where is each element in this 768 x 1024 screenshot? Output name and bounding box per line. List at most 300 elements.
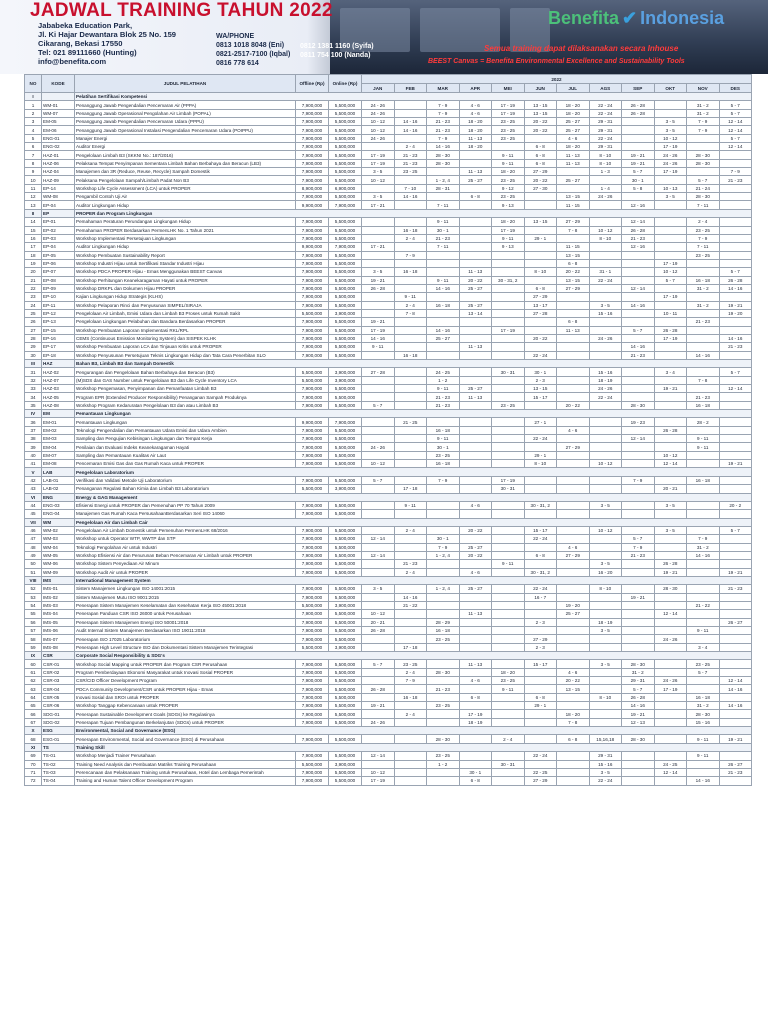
schedule-date: 7 - 9 xyxy=(687,535,720,543)
schedule-date: 11 - 13 xyxy=(459,343,492,351)
course-code: WM-07 xyxy=(42,109,75,117)
schedule-date: 21 - 23 xyxy=(622,351,655,359)
schedule-date: 14 - 16 xyxy=(687,551,720,559)
schedule-date: 31 - 2 xyxy=(687,543,720,551)
online-price: 5,500,000 xyxy=(329,326,362,334)
month-header: DES xyxy=(719,84,752,93)
schedule-date xyxy=(719,443,752,451)
schedule-date: 8 - 10 xyxy=(524,460,557,468)
schedule-date: 23 - 25 xyxy=(687,226,720,234)
schedule-date: 7 - 9 xyxy=(687,126,720,134)
schedule-date: 9 - 11 xyxy=(427,218,460,226)
schedule-date: 5 - 7 xyxy=(622,685,655,693)
schedule-date: 5 - 7 xyxy=(719,101,752,109)
course-code: IMS-06 xyxy=(42,627,75,635)
schedule-date xyxy=(589,418,622,426)
schedule-date: 28 - 30 xyxy=(687,193,720,201)
online-price: 6,900,000 xyxy=(329,184,362,192)
course-title: Training and Human Talent Officer Development Program xyxy=(75,777,296,785)
section-code: IMS xyxy=(42,576,75,584)
schedule-date: 17 - 19 xyxy=(362,326,395,334)
schedule-date xyxy=(427,193,460,201)
schedule-date: 30 - 31 xyxy=(492,368,525,376)
course-title: Workshop Social Mapping untuk PROPER dan Program CSR Perusahaan xyxy=(75,660,296,668)
schedule-date: 27 - 29 xyxy=(557,218,590,226)
schedule-date: 8 - 10 xyxy=(589,693,622,701)
online-price: 5,500,000 xyxy=(329,668,362,676)
schedule-date: 22 - 24 xyxy=(524,535,557,543)
schedule-date: 9 - 11 xyxy=(362,343,395,351)
course-title: Workshop untuk Operator WTP, WWTP dan STP xyxy=(75,535,296,543)
schedule-date: 23 - 25 xyxy=(492,401,525,409)
schedule-date: 14 - 16 xyxy=(394,126,427,134)
schedule-date: 20 - 22 xyxy=(524,126,557,134)
schedule-date: 18 - 20 xyxy=(459,143,492,151)
schedule-date: 7 - 9 xyxy=(427,476,460,484)
offline-price: 7,900,000 xyxy=(296,668,329,676)
schedule-date: 21 - 23 xyxy=(394,159,427,167)
offline-price: 7,900,000 xyxy=(296,585,329,593)
schedule-date: 18 - 20 xyxy=(557,143,590,151)
online-price: 5,500,000 xyxy=(329,526,362,534)
schedule-date: 20 - 2 xyxy=(719,501,752,509)
schedule-date: 15 - 16 xyxy=(589,760,622,768)
schedule-date: 7 - 9 xyxy=(427,134,460,142)
online-price: 5,500,000 xyxy=(329,510,362,518)
schedule-date xyxy=(459,460,492,468)
month-header: JUN xyxy=(524,84,557,93)
schedule-date xyxy=(492,301,525,309)
schedule-date: 31 - 2 xyxy=(687,301,720,309)
course-title: Pelaksana Tempat Penyimpanan Sementara Limbah Bahan Berbahaya dan Beracun (LB3) xyxy=(75,159,296,167)
schedule-date: 20 - 22 xyxy=(524,118,557,126)
month-header: MAR xyxy=(427,84,460,93)
schedule-date xyxy=(719,193,752,201)
schedule-date xyxy=(622,460,655,468)
online-price: 5,500,000 xyxy=(329,276,362,284)
row-number: 49 xyxy=(25,551,42,559)
schedule-date xyxy=(524,226,557,234)
schedule-date xyxy=(492,635,525,643)
schedule-date xyxy=(524,201,557,209)
schedule-date xyxy=(719,259,752,267)
schedule-date xyxy=(492,643,525,651)
schedule-date: 23 - 25 xyxy=(492,176,525,184)
section-title: Bahan B3, Limbah B3 dan Sampah Domestik xyxy=(75,360,752,368)
schedule-date xyxy=(687,326,720,334)
schedule-date: 10 - 12 xyxy=(589,460,622,468)
schedule-date xyxy=(687,685,720,693)
schedule-date: 9 - 11 xyxy=(427,435,460,443)
table-row xyxy=(25,501,752,509)
offline-price: 7,900,000 xyxy=(296,393,329,401)
row-number: 9 xyxy=(25,168,42,176)
schedule-date xyxy=(557,560,590,568)
schedule-date: 5 - 7 xyxy=(687,176,720,184)
online-price: 5,500,000 xyxy=(329,284,362,292)
month-header: NOV xyxy=(687,84,720,93)
schedule-date xyxy=(719,401,752,409)
schedule-date: 22 - 24 xyxy=(589,134,622,142)
offline-price: 7,900,000 xyxy=(296,710,329,718)
course-title: Kajian Lingkungan Hidup Strategis (KLHS) xyxy=(75,293,296,301)
course-code: CSR-04 xyxy=(42,685,75,693)
schedule-date xyxy=(719,251,752,259)
schedule-date xyxy=(492,385,525,393)
offline-price: 7,900,000 xyxy=(296,501,329,509)
schedule-date xyxy=(394,109,427,117)
schedule-date xyxy=(492,443,525,451)
section-code xyxy=(42,93,75,101)
schedule-date xyxy=(427,343,460,351)
course-title: Workshop Pembuatan Laporan Implementasi RKL/RPL xyxy=(75,326,296,334)
offline-price: 7,900,000 xyxy=(296,543,329,551)
schedule-date xyxy=(622,560,655,568)
row-number: 8 xyxy=(25,159,42,167)
schedule-date xyxy=(622,318,655,326)
schedule-date: 1 - 2 xyxy=(427,760,460,768)
schedule-date xyxy=(557,334,590,342)
schedule-date: 11 - 13 xyxy=(459,268,492,276)
course-title: Workshop Penyusunan Persetujuan Teknis Lingkungan Hidup dan Tata Cara Penerbitan SLO xyxy=(75,351,296,359)
schedule-date: 9 - 11 xyxy=(427,276,460,284)
schedule-date xyxy=(459,318,492,326)
schedule-date: 21 - 23 xyxy=(622,551,655,559)
schedule-date: 23 - 25 xyxy=(492,193,525,201)
course-code: EP-11 xyxy=(42,301,75,309)
schedule-date xyxy=(362,601,395,609)
table-row xyxy=(25,643,752,651)
online-price: 5,500,000 xyxy=(329,268,362,276)
schedule-date: 7 - 9 xyxy=(622,543,655,551)
section-row xyxy=(25,493,752,501)
row-number: 26 xyxy=(25,318,42,326)
schedule-date xyxy=(362,635,395,643)
schedule-date: 3 - 4 xyxy=(654,368,687,376)
schedule-date: 11 - 13 xyxy=(557,151,590,159)
schedule-date xyxy=(719,201,752,209)
schedule-date xyxy=(589,443,622,451)
schedule-date: 5 - 7 xyxy=(719,134,752,142)
online-price: 5,500,000 xyxy=(329,426,362,434)
schedule-date: 21 - 23 xyxy=(622,234,655,242)
section-no: IV xyxy=(25,410,42,418)
schedule-date: 17 - 19 xyxy=(492,326,525,334)
schedule-date: 10 - 11 xyxy=(654,309,687,317)
schedule-date: 5 - 7 xyxy=(687,668,720,676)
schedule-date: 18 - 19 xyxy=(589,376,622,384)
schedule-date xyxy=(524,276,557,284)
schedule-date: 21 - 23 xyxy=(687,393,720,401)
schedule-date xyxy=(459,668,492,676)
schedule-date: 7 - 9 xyxy=(622,476,655,484)
schedule-date: 6 - 8 xyxy=(524,143,557,151)
schedule-date xyxy=(459,184,492,192)
section-no: VII xyxy=(25,518,42,526)
schedule-date: 4 - 6 xyxy=(459,501,492,509)
schedule-date xyxy=(427,309,460,317)
schedule-date xyxy=(654,660,687,668)
online-price: 5,500,000 xyxy=(329,234,362,242)
logo-text-2: Indonesia xyxy=(640,8,725,28)
schedule-date xyxy=(524,476,557,484)
offline-price: 7,900,000 xyxy=(296,101,329,109)
row-number: 53 xyxy=(25,593,42,601)
schedule-date xyxy=(589,451,622,459)
table-row xyxy=(25,526,752,534)
course-code: CSR-06 xyxy=(42,702,75,710)
schedule-date: 2 - 4 xyxy=(394,710,427,718)
schedule-date xyxy=(524,134,557,142)
schedule-date: 7 - 11 xyxy=(427,243,460,251)
table-row xyxy=(25,309,752,317)
schedule-date xyxy=(654,601,687,609)
schedule-date: 13 - 15 xyxy=(557,685,590,693)
course-code: EP-18 xyxy=(42,351,75,359)
table-row xyxy=(25,176,752,184)
offline-price: 7,900,000 xyxy=(296,301,329,309)
company-address xyxy=(38,21,176,66)
schedule-date xyxy=(557,234,590,242)
course-code: EP-17 xyxy=(42,343,75,351)
row-number: 27 xyxy=(25,326,42,334)
offline-price: 9,900,000 xyxy=(296,243,329,251)
schedule-date xyxy=(622,777,655,785)
course-code: WM-02 xyxy=(42,526,75,534)
schedule-date: 5 - 7 xyxy=(654,276,687,284)
schedule-date: 26 - 28 xyxy=(654,560,687,568)
schedule-date: 11 - 13 xyxy=(557,159,590,167)
schedule-date xyxy=(362,376,395,384)
online-price: 5,500,000 xyxy=(329,101,362,109)
course-code: HAZ-05 xyxy=(42,393,75,401)
schedule-date xyxy=(687,760,720,768)
schedule-date xyxy=(427,777,460,785)
offline-price: 7,900,000 xyxy=(296,351,329,359)
email-link[interactable]: info@benefita.com xyxy=(38,57,107,66)
schedule-date xyxy=(654,234,687,242)
schedule-date: 27 - 28 xyxy=(524,309,557,317)
schedule-date: 16 - 18 xyxy=(394,226,427,234)
schedule-date: 21 - 23 xyxy=(719,343,752,351)
online-price: 5,500,000 xyxy=(329,635,362,643)
table-row xyxy=(25,301,752,309)
schedule-date xyxy=(427,710,460,718)
address-line: Tel: 021 89111660 (Hunting) xyxy=(38,48,137,57)
schedule-date xyxy=(687,526,720,534)
schedule-date xyxy=(459,326,492,334)
schedule-date xyxy=(654,401,687,409)
online-price: 5,500,000 xyxy=(329,151,362,159)
schedule-date: 14 - 16 xyxy=(427,284,460,292)
schedule-date xyxy=(589,176,622,184)
table-row xyxy=(25,685,752,693)
course-title: Teknologi Pengolahan Air untuk Industri xyxy=(75,543,296,551)
schedule-date xyxy=(719,510,752,518)
course-title: CSR/CID Officer Development Program xyxy=(75,677,296,685)
schedule-date xyxy=(459,351,492,359)
schedule-date xyxy=(459,685,492,693)
schedule-date xyxy=(492,568,525,576)
course-code: EP-04 xyxy=(42,201,75,209)
schedule-date: 12 - 14 xyxy=(622,435,655,443)
schedule-date xyxy=(524,560,557,568)
schedule-date xyxy=(719,318,752,326)
schedule-date xyxy=(459,368,492,376)
schedule-date xyxy=(459,643,492,651)
offline-price: 5,500,000 xyxy=(296,643,329,651)
schedule-date xyxy=(492,451,525,459)
course-title: Penilaian dan Evaluasi Indeks Keanekaragaman Hayati xyxy=(75,443,296,451)
schedule-date xyxy=(459,760,492,768)
table-row xyxy=(25,435,752,443)
offline-price: 7,900,000 xyxy=(296,560,329,568)
schedule-date xyxy=(492,501,525,509)
schedule-date xyxy=(459,451,492,459)
course-code: HAZ-06 xyxy=(42,159,75,167)
schedule-date xyxy=(622,376,655,384)
schedule-date xyxy=(427,593,460,601)
schedule-date: 10 - 12 xyxy=(654,268,687,276)
course-code: SDG-02 xyxy=(42,718,75,726)
schedule-date: 14 - 16 xyxy=(687,351,720,359)
section-no: IX xyxy=(25,652,42,660)
schedule-date xyxy=(557,476,590,484)
table-row xyxy=(25,535,752,543)
course-title: Manajemen dan 3R (Reduce, Reuse, Recycle) Sampah Domestik xyxy=(75,168,296,176)
schedule-date xyxy=(557,768,590,776)
schedule-date: 13 - 15 xyxy=(557,251,590,259)
row-number: 48 xyxy=(25,543,42,551)
course-code: IMS-08 xyxy=(42,643,75,651)
wa-title: WA/PHONE xyxy=(216,33,255,40)
schedule-date xyxy=(427,643,460,651)
course-code: CSR-01 xyxy=(42,660,75,668)
offline-price: 7,900,000 xyxy=(296,385,329,393)
schedule-date xyxy=(427,293,460,301)
schedule-date xyxy=(459,593,492,601)
schedule-date xyxy=(719,418,752,426)
schedule-date: 28 - 30 xyxy=(622,735,655,743)
schedule-date: 9 - 12 xyxy=(492,184,525,192)
row-number: 40 xyxy=(25,451,42,459)
section-row xyxy=(25,93,752,101)
schedule-date: 8 - 10 xyxy=(589,234,622,242)
schedule-date: 17 - 19 xyxy=(654,168,687,176)
schedule-date xyxy=(394,284,427,292)
row-number: 43 xyxy=(25,485,42,493)
schedule-date: 27 - 29 xyxy=(557,443,590,451)
row-number: 46 xyxy=(25,526,42,534)
table-row xyxy=(25,293,752,301)
online-price: 5,500,000 xyxy=(329,443,362,451)
course-title: Manajemen Gas Rumah Kaca PersusahaanBerdasarkan Seri ISO 14060 xyxy=(75,510,296,518)
schedule-date xyxy=(492,601,525,609)
table-row xyxy=(25,393,752,401)
online-price: 5,500,000 xyxy=(329,318,362,326)
offline-price: 7,900,000 xyxy=(296,284,329,292)
offline-price: 7,900,000 xyxy=(296,476,329,484)
header-judul: JUDUL PELATIHAN xyxy=(75,75,296,93)
online-price: 5,500,000 xyxy=(329,168,362,176)
schedule-date: 2 - 4 xyxy=(687,218,720,226)
schedule-date: 24 - 26 xyxy=(362,101,395,109)
schedule-date: 19 - 21 xyxy=(362,318,395,326)
schedule-date xyxy=(687,309,720,317)
schedule-date xyxy=(654,668,687,676)
table-row xyxy=(25,118,752,126)
schedule-date: 28 - 30 xyxy=(427,159,460,167)
schedule-date: 3 - 5 xyxy=(362,268,395,276)
schedule-date: 27 - 29 xyxy=(524,635,557,643)
schedule-date xyxy=(654,718,687,726)
schedule-date xyxy=(557,435,590,443)
online-price: 3,900,000 xyxy=(329,368,362,376)
online-price: 5,500,000 xyxy=(329,560,362,568)
schedule-date: 2 - 3 xyxy=(524,643,557,651)
table-row xyxy=(25,234,752,242)
schedule-date: 16 - 7 xyxy=(524,593,557,601)
schedule-date xyxy=(492,259,525,267)
course-code: WM-04 xyxy=(42,543,75,551)
schedule-date xyxy=(719,635,752,643)
offline-price: 7,900,000 xyxy=(296,618,329,626)
schedule-date: 3 - 5 xyxy=(654,501,687,509)
schedule-date xyxy=(459,293,492,301)
schedule-date: 28 - 30 xyxy=(622,660,655,668)
schedule-date xyxy=(589,510,622,518)
schedule-date xyxy=(362,234,395,242)
schedule-date xyxy=(589,668,622,676)
row-number: 33 xyxy=(25,385,42,393)
online-price: 5,500,000 xyxy=(329,543,362,551)
schedule-date: 14 - 16 xyxy=(622,702,655,710)
row-number: 56 xyxy=(25,618,42,626)
schedule-date: 30 - 1 xyxy=(427,226,460,234)
schedule-date: 10 - 12 xyxy=(654,451,687,459)
schedule-date xyxy=(394,368,427,376)
course-title: Teknologi Pengendalian dan Pemantauan Udara Emisi dan Udara Ambien xyxy=(75,426,296,434)
month-header: JUL xyxy=(557,84,590,93)
schedule-date: 6 - 8 xyxy=(524,284,557,292)
schedule-date: 22 - 25 xyxy=(524,768,557,776)
schedule-date xyxy=(719,593,752,601)
schedule-date: 10 - 12 xyxy=(589,526,622,534)
schedule-date xyxy=(687,451,720,459)
schedule-date xyxy=(589,718,622,726)
course-code: HAZ-09 xyxy=(42,176,75,184)
schedule-date xyxy=(492,702,525,710)
schedule-date: 28 - 30 xyxy=(622,401,655,409)
schedule-date: 22 - 24 xyxy=(589,276,622,284)
schedule-date xyxy=(654,618,687,626)
schedule-date xyxy=(427,526,460,534)
schedule-date: 31 - 2 xyxy=(687,101,720,109)
offline-price: 7,900,000 xyxy=(296,752,329,760)
schedule-date: 4 - 6 xyxy=(459,101,492,109)
schedule-date: 28 - 30 xyxy=(427,668,460,676)
schedule-date xyxy=(492,251,525,259)
row-number: 14 xyxy=(25,218,42,226)
schedule-date: 14 - 16 xyxy=(362,334,395,342)
online-price: 5,500,000 xyxy=(329,393,362,401)
schedule-date: 7 - 8 xyxy=(557,718,590,726)
online-price: 5,500,000 xyxy=(329,351,362,359)
online-price: 5,500,000 xyxy=(329,718,362,726)
schedule-date xyxy=(654,318,687,326)
schedule-date: 16 - 18 xyxy=(427,460,460,468)
offline-price: 7,900,000 xyxy=(296,526,329,534)
